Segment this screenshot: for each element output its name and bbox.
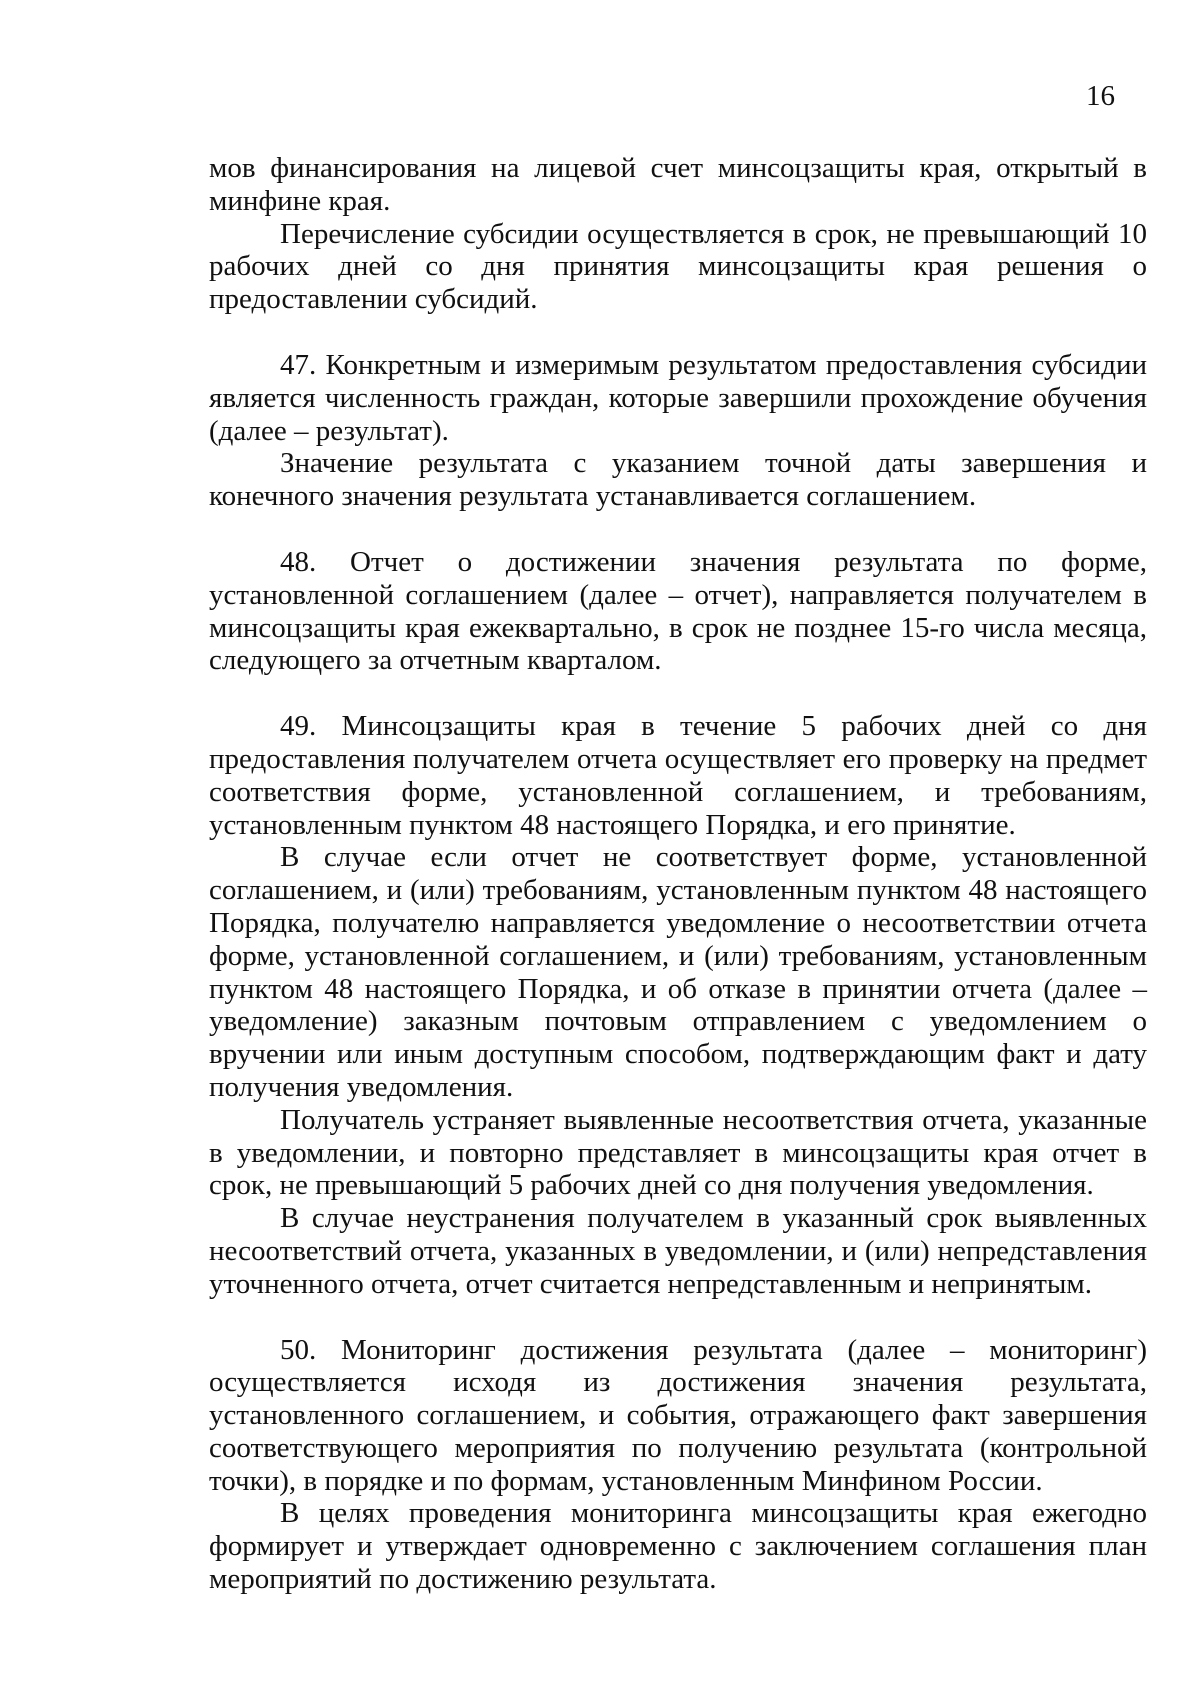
- paragraph-49-noncompliance: В случае если отчет не соответствует форме, установленной соглашением, и (или) требованиям, установленным пунктом 48 настоящего Порядка, получателю направляется уведомление о несоответствии отчета форме, установленной соглашением, и (или) требованиям, установленным пунктом 48 настоящего Порядка, и об отказе в принятии отчета (далее – уведомление) заказным почтовым отправлением с уведомлением о вручении или иным доступным способом, подтверждающим факт и дату получения уведомления.: [209, 841, 1147, 1103]
- paragraph-49-not-accepted: В случае неустранения получателем в указанный срок выявленных несоответствий отчета, указанных в уведомлении, и (или) непредставления уточненного отчета, отчет считается непредставленным и непринятым.: [209, 1202, 1147, 1300]
- document-body: [209, 152, 1147, 1596]
- page-number: 16: [1086, 80, 1115, 112]
- paragraph-subsidy-transfer: Перечисление субсидии осуществляется в срок, не превышающий 10 рабочих дней со дня принятия минсоцзащиты края решения о предоставлении субсидий.: [209, 217, 1147, 316]
- paragraph-50: 50. Мониторинг достижения результата (далее – мониторинг) осуществляется исходя из достижения значения результата, установленного соглашением, и события, отражающего факт завершения соответствующего мероприятия по получению результата (контрольной точки), в порядке и по формам, установленным Минфином России.: [209, 1333, 1147, 1497]
- paragraph-49: 49. Минсоцзащиты края в течение 5 рабочих дней со дня предоставления получателем отчета осуществляет его проверку на предмет соответствия форме, установленной соглашением, и требованиям, установленным пунктом 48 настоящего Порядка, и его принятие.: [209, 710, 1147, 841]
- paragraph-47: 47. Конкретным и измеримым результатом предоставления субсидии является численность граждан, которые завершили прохождение обучения (далее – результат).: [209, 348, 1147, 447]
- paragraph-continuation: мов финансирования на лицевой счет минсоцзащиты края, открытый в минфине края.: [209, 152, 1147, 217]
- paragraph-49-correction: Получатель устраняет выявленные несоответствия отчета, указанные в уведомлении, и повторно представляет в минсоцзащиты края отчет в срок, не превышающий 5 рабочих дней со дня получения уведомления.: [209, 1103, 1147, 1202]
- paragraph-47-result-value: Значение результата с указанием точной даты завершения и конечного значения результата устанавливается соглашением.: [209, 447, 1147, 513]
- paragraph-50-plan: В целях проведения мониторинга минсоцзащиты края ежегодно формирует и утверждает одновременно с заключением соглашения план мероприятий по достижению результата.: [209, 1497, 1147, 1596]
- paragraph-48: 48. Отчет о достижении значения результата по форме, установленной соглашением (далее – отчет), направляется получателем в минсоцзащиты края ежеквартально, в срок не позднее 15-го числа месяца, следующего за отчетным кварталом.: [209, 545, 1147, 677]
